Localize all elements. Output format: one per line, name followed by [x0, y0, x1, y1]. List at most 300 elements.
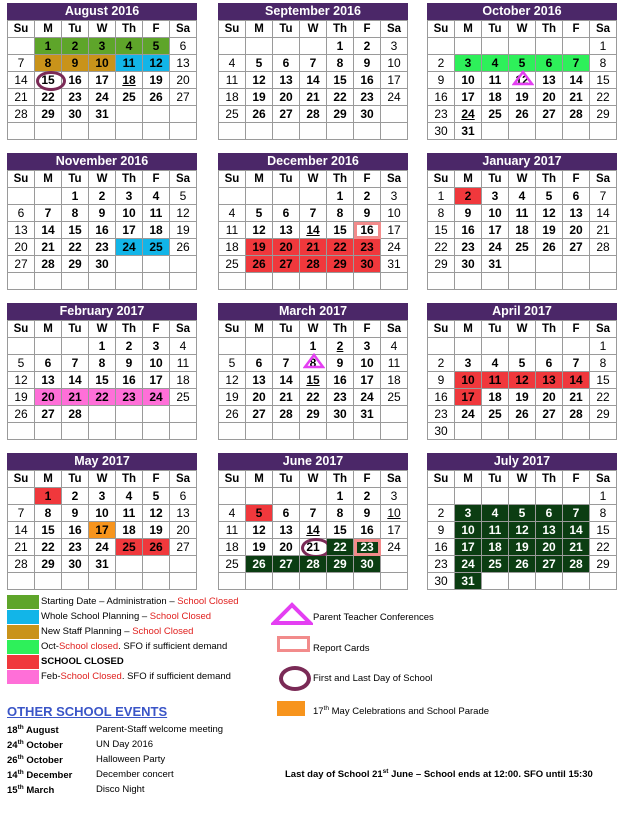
- day-cell: [35, 106, 62, 123]
- day-number: 7: [572, 55, 580, 70]
- day-number: 4: [179, 338, 187, 353]
- day-cell: [428, 355, 455, 372]
- event-name: UN Day 2016: [96, 739, 154, 750]
- legend-staff-label: New Staff Planning –: [41, 626, 133, 637]
- day-cell: [455, 106, 482, 123]
- day-cell: [35, 188, 62, 205]
- day-number: 31: [461, 573, 475, 588]
- day-number: 26: [515, 406, 529, 421]
- weekday-label: Su: [428, 171, 455, 188]
- day-cell: [143, 372, 170, 389]
- event-name: December concert: [96, 769, 174, 780]
- day-cell: [327, 556, 354, 573]
- day-number: 5: [17, 355, 25, 370]
- day-cell: [482, 423, 509, 440]
- day-number: 22: [596, 539, 610, 554]
- legend-admin: [7, 595, 267, 610]
- day-cell: [219, 123, 246, 140]
- day-number: 18: [387, 372, 401, 387]
- day-number: 25: [122, 89, 136, 104]
- day-cell: [482, 55, 509, 72]
- day-cell: [428, 273, 455, 290]
- day-cell: [170, 55, 197, 72]
- day-cell: [170, 423, 197, 440]
- day-cell: [536, 338, 563, 355]
- day-number: 10: [387, 205, 401, 220]
- day-number: 9: [336, 355, 344, 370]
- other-events: [7, 704, 627, 804]
- weekday-label: Tu: [482, 21, 509, 38]
- day-number: 15: [434, 222, 448, 237]
- day-cell: [273, 355, 300, 372]
- weekday-label: Sa: [170, 321, 197, 338]
- day-cell: [327, 522, 354, 539]
- day-cell: [273, 106, 300, 123]
- day-number: 4: [390, 338, 398, 353]
- day-number: 27: [176, 539, 190, 554]
- day-number: 16: [95, 222, 109, 237]
- legend-oct-tail: . SFO if sufficient demand: [118, 641, 228, 652]
- day-cell: [354, 89, 381, 106]
- event-name: Halloween Party: [96, 754, 166, 765]
- weekday-label: M: [35, 471, 62, 488]
- legend-admin-closed: School Closed: [177, 596, 239, 607]
- day-cell: [381, 539, 408, 556]
- day-number: 26: [515, 556, 529, 571]
- day-cell: [563, 406, 590, 423]
- day-cell: [219, 338, 246, 355]
- day-cell: [219, 256, 246, 273]
- day-cell: [590, 505, 617, 522]
- day-cell: [62, 355, 89, 372]
- day-cell: [590, 55, 617, 72]
- day-number: 27: [279, 256, 293, 271]
- day-cell: [143, 556, 170, 573]
- day-cell: [170, 89, 197, 106]
- day-number: 16: [434, 389, 448, 404]
- day-cell: [62, 556, 89, 573]
- day-number: 22: [333, 239, 347, 254]
- day-number: 16: [360, 72, 374, 87]
- day-cell: [563, 355, 590, 372]
- day-cell: [143, 406, 170, 423]
- day-cell: [219, 106, 246, 123]
- day-number: 30: [68, 556, 82, 571]
- legend-swatch-staff: [7, 625, 39, 639]
- day-number: 18: [176, 372, 190, 387]
- day-number: 21: [306, 89, 320, 104]
- day-number: 16: [68, 72, 82, 87]
- day-cell: [170, 522, 197, 539]
- day-cell: [590, 355, 617, 372]
- day-number: 9: [125, 355, 133, 370]
- day-cell: [219, 188, 246, 205]
- day-number: 8: [336, 505, 344, 520]
- day-number: 5: [545, 188, 553, 203]
- day-number: 20: [279, 539, 293, 554]
- day-cell: [590, 573, 617, 590]
- day-number: 13: [252, 372, 266, 387]
- day-cell: [590, 222, 617, 239]
- day-number: 6: [179, 488, 187, 503]
- day-number: 14: [596, 205, 610, 220]
- day-cell: [536, 89, 563, 106]
- day-number: 19: [252, 239, 266, 254]
- day-cell: [170, 338, 197, 355]
- day-cell: [246, 123, 273, 140]
- day-cell: [273, 556, 300, 573]
- event-name: Disco Night: [96, 784, 145, 795]
- day-number: 20: [176, 522, 190, 537]
- day-cell: [246, 423, 273, 440]
- day-number: 4: [491, 55, 499, 70]
- day-number: 30: [360, 556, 374, 571]
- day-cell: [300, 123, 327, 140]
- day-cell: [219, 573, 246, 590]
- weekday-label: Tu: [482, 321, 509, 338]
- month-5: [427, 153, 617, 290]
- day-cell: [327, 123, 354, 140]
- day-number: 22: [306, 389, 320, 404]
- day-cell: [455, 406, 482, 423]
- weekday-label: Tu: [482, 471, 509, 488]
- day-number: 28: [68, 406, 82, 421]
- day-number: 2: [71, 38, 79, 53]
- weekday-label: Su: [428, 21, 455, 38]
- day-number: 8: [336, 205, 344, 220]
- day-cell: [327, 423, 354, 440]
- day-number: 9: [71, 55, 79, 70]
- day-cell: [482, 389, 509, 406]
- legend-oct-label: Oct-: [41, 641, 59, 652]
- day-cell: [536, 423, 563, 440]
- day-cell: [116, 72, 143, 89]
- day-number: 25: [122, 539, 136, 554]
- month-3: [7, 153, 197, 290]
- day-cell: [482, 89, 509, 106]
- day-number: 12: [252, 222, 266, 237]
- day-number: 29: [596, 106, 610, 121]
- day-cell: [35, 239, 62, 256]
- day-number: 11: [515, 205, 529, 220]
- day-cell: [509, 406, 536, 423]
- day-number: 28: [306, 256, 320, 271]
- day-cell: [116, 106, 143, 123]
- day-number: 18: [122, 72, 136, 87]
- day-number: 21: [41, 239, 55, 254]
- oval-icon: [279, 666, 311, 691]
- day-cell: [354, 505, 381, 522]
- weekday-label: Sa: [590, 171, 617, 188]
- day-number: 17: [95, 522, 109, 537]
- day-cell: [170, 106, 197, 123]
- day-number: 20: [279, 239, 293, 254]
- legend-ptc-label: Parent Teacher Conferences: [313, 612, 434, 623]
- day-cell: [428, 106, 455, 123]
- day-number: 3: [125, 188, 133, 203]
- day-cell: [482, 273, 509, 290]
- day-number: 12: [14, 372, 28, 387]
- day-number: 19: [252, 89, 266, 104]
- day-cell: [35, 556, 62, 573]
- day-cell: [8, 256, 35, 273]
- day-number: 8: [309, 355, 317, 370]
- day-number: 5: [152, 38, 160, 53]
- day-cell: [428, 89, 455, 106]
- day-number: 18: [149, 222, 163, 237]
- day-cell: [455, 389, 482, 406]
- day-cell: [354, 106, 381, 123]
- day-cell: [170, 406, 197, 423]
- day-number: 3: [464, 505, 472, 520]
- weekday-label: F: [563, 471, 590, 488]
- weekday-label: Sa: [381, 21, 408, 38]
- day-cell: [89, 123, 116, 140]
- day-number: 30: [434, 573, 448, 588]
- day-number: 11: [488, 522, 502, 537]
- weekday-label: Tu: [273, 171, 300, 188]
- day-cell: [482, 239, 509, 256]
- day-number: 8: [71, 205, 79, 220]
- day-number: 30: [461, 256, 475, 271]
- day-number: 23: [360, 539, 374, 554]
- day-number: 14: [306, 522, 320, 537]
- legend-feb-label: Feb-: [41, 671, 61, 682]
- day-cell: [536, 123, 563, 140]
- day-cell: [381, 556, 408, 573]
- day-cell: [482, 38, 509, 55]
- day-number: 19: [14, 389, 28, 404]
- day-cell: [381, 338, 408, 355]
- day-number: 3: [98, 38, 106, 53]
- day-number: 30: [434, 123, 448, 138]
- weekday-label: M: [246, 171, 273, 188]
- day-number: 6: [545, 505, 553, 520]
- day-cell: [381, 106, 408, 123]
- weekday-label: W: [89, 21, 116, 38]
- day-cell: [536, 38, 563, 55]
- day-number: 30: [360, 256, 374, 271]
- day-number: 6: [44, 355, 52, 370]
- day-cell: [273, 89, 300, 106]
- month-9: [7, 453, 197, 590]
- day-number: 29: [333, 556, 347, 571]
- day-number: 2: [363, 488, 371, 503]
- month-2: [427, 3, 617, 140]
- day-number: 13: [542, 372, 556, 387]
- day-cell: [170, 123, 197, 140]
- day-cell: [89, 106, 116, 123]
- weekday-label: Sa: [170, 171, 197, 188]
- weekday-label: Th: [327, 321, 354, 338]
- day-number: 5: [518, 55, 526, 70]
- day-cell: [590, 106, 617, 123]
- day-number: 31: [488, 256, 502, 271]
- event-name: Parent-Staff welcome meeting: [96, 724, 224, 735]
- day-number: 13: [41, 372, 55, 387]
- day-cell: [246, 539, 273, 556]
- day-number: 1: [44, 488, 52, 503]
- day-cell: [482, 355, 509, 372]
- day-number: 1: [71, 188, 79, 203]
- day-number: 14: [279, 372, 293, 387]
- day-cell: [170, 556, 197, 573]
- weekday-label: Th: [327, 171, 354, 188]
- day-cell: [219, 406, 246, 423]
- day-cell: [455, 38, 482, 55]
- day-number: 21: [569, 89, 583, 104]
- day-number: 29: [434, 256, 448, 271]
- day-number: 7: [282, 355, 290, 370]
- day-cell: [354, 389, 381, 406]
- weekday-label: W: [509, 471, 536, 488]
- day-number: 28: [569, 106, 583, 121]
- day-number: 23: [360, 239, 374, 254]
- day-number: 20: [542, 539, 556, 554]
- day-number: 25: [225, 556, 239, 571]
- day-number: 27: [41, 406, 55, 421]
- day-number: 10: [95, 55, 109, 70]
- day-cell: [536, 222, 563, 239]
- day-cell: [273, 522, 300, 539]
- day-number: 8: [599, 505, 607, 520]
- day-cell: [509, 423, 536, 440]
- day-cell: [563, 222, 590, 239]
- day-cell: [590, 72, 617, 89]
- day-cell: [246, 355, 273, 372]
- day-cell: [590, 205, 617, 222]
- weekday-label: Th: [116, 171, 143, 188]
- weekday-label: F: [143, 21, 170, 38]
- day-number: 15: [596, 372, 610, 387]
- weekday-label: Su: [8, 321, 35, 338]
- day-cell: [300, 423, 327, 440]
- day-number: 12: [149, 55, 163, 70]
- day-cell: [219, 488, 246, 505]
- weekday-label: F: [143, 471, 170, 488]
- day-cell: [35, 72, 62, 89]
- day-cell: [509, 488, 536, 505]
- day-cell: [590, 406, 617, 423]
- day-cell: [300, 522, 327, 539]
- weekday-label: W: [89, 471, 116, 488]
- day-number: 7: [44, 205, 52, 220]
- day-number: 7: [572, 355, 580, 370]
- day-cell: [35, 89, 62, 106]
- day-cell: [62, 205, 89, 222]
- day-number: 10: [387, 505, 401, 520]
- day-cell: [62, 338, 89, 355]
- weekday-label: Su: [219, 171, 246, 188]
- day-number: 1: [599, 488, 607, 503]
- day-number: 17: [95, 72, 109, 87]
- day-cell: [428, 256, 455, 273]
- day-cell: [219, 522, 246, 539]
- day-number: 25: [176, 389, 190, 404]
- day-number: 21: [306, 539, 320, 554]
- day-cell: [327, 355, 354, 372]
- day-cell: [35, 406, 62, 423]
- day-number: 23: [434, 406, 448, 421]
- day-cell: [62, 273, 89, 290]
- day-number: 24: [149, 389, 163, 404]
- day-number: 24: [360, 389, 374, 404]
- day-number: 26: [542, 239, 556, 254]
- month-title: January 2017: [427, 153, 617, 170]
- day-cell: [89, 505, 116, 522]
- event-date: 24th October: [7, 739, 63, 752]
- weekday-label: Tu: [273, 471, 300, 488]
- day-cell: [62, 423, 89, 440]
- day-number: 26: [149, 539, 163, 554]
- day-number: 28: [41, 256, 55, 271]
- day-cell: [35, 273, 62, 290]
- day-number: 13: [542, 72, 556, 87]
- day-cell: [327, 338, 354, 355]
- day-cell: [116, 239, 143, 256]
- weekday-label: Th: [327, 21, 354, 38]
- day-cell: [89, 273, 116, 290]
- day-number: 16: [461, 222, 475, 237]
- day-number: 11: [488, 72, 502, 87]
- day-cell: [246, 222, 273, 239]
- day-cell: [8, 522, 35, 539]
- day-cell: [143, 389, 170, 406]
- day-number: 29: [68, 256, 82, 271]
- day-number: 3: [390, 38, 398, 53]
- day-cell: [35, 372, 62, 389]
- day-number: 6: [572, 188, 580, 203]
- legend-plan: [7, 610, 267, 625]
- day-cell: [381, 273, 408, 290]
- day-cell: [273, 205, 300, 222]
- month-1: [218, 3, 408, 140]
- day-cell: [246, 72, 273, 89]
- day-cell: [300, 539, 327, 556]
- day-cell: [428, 338, 455, 355]
- day-number: 6: [255, 355, 263, 370]
- day-number: 14: [306, 222, 320, 237]
- day-cell: [170, 573, 197, 590]
- day-cell: [170, 355, 197, 372]
- day-cell: [143, 239, 170, 256]
- day-cell: [273, 389, 300, 406]
- day-cell: [428, 239, 455, 256]
- day-cell: [455, 505, 482, 522]
- day-cell: [381, 505, 408, 522]
- day-cell: [116, 488, 143, 505]
- day-cell: [536, 106, 563, 123]
- day-cell: [482, 488, 509, 505]
- day-number: 6: [545, 355, 553, 370]
- day-cell: [62, 222, 89, 239]
- day-number: 23: [434, 556, 448, 571]
- day-cell: [116, 38, 143, 55]
- day-cell: [563, 123, 590, 140]
- day-number: 12: [252, 522, 266, 537]
- day-cell: [246, 505, 273, 522]
- weekday-label: Tu: [62, 21, 89, 38]
- day-cell: [509, 338, 536, 355]
- day-number: 30: [333, 406, 347, 421]
- day-number: 1: [98, 338, 106, 353]
- day-number: 1: [437, 188, 445, 203]
- weekday-label: Sa: [170, 21, 197, 38]
- day-cell: [482, 188, 509, 205]
- day-cell: [62, 505, 89, 522]
- day-cell: [327, 239, 354, 256]
- day-number: 28: [279, 406, 293, 421]
